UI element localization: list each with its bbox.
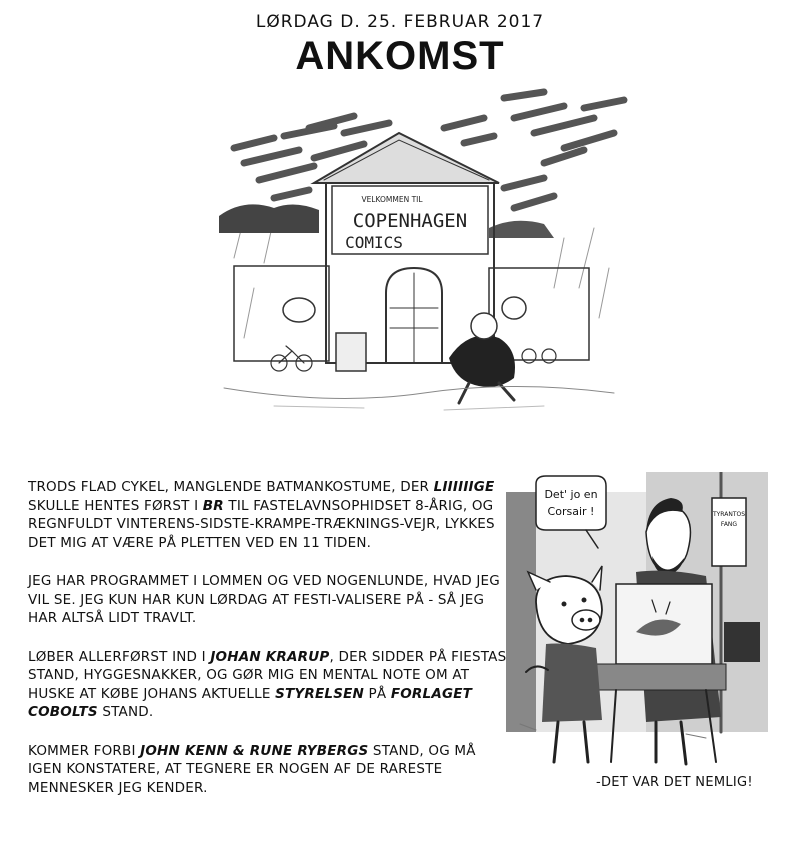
emphasized-text: BR [202,497,224,514]
speech-bubble-line1: Det' jo en [544,488,598,501]
paragraph [28,572,508,628]
text-segment: SKULLE HENTES FØRST I [28,497,203,514]
paragraph [28,742,508,798]
poster-text-2: FANG [720,521,738,528]
text-segment: TRODS FLAD CYKEL, MANGLENDE BATMANKOSTUME, DER [28,479,434,495]
text-segment: , DER SIDDER PÅ FIESTAS STAND, HYGGESNAKKER, OG GØR MIG EN MENTAL NOTE OM AT HUSKE AT KØBE JOHANS AKTUELLE [28,648,507,702]
sign-line1-text: COPENHAGEN [352,210,468,232]
text-segment: STAND, OG MÅ IGEN KONSTATERE, AT TEGNERE ER NOGEN AF DE RARESTE MENNESKER JEG KENDER. [28,742,476,796]
sign-line2-text: COMICS [345,233,403,252]
text-segment: STAND. [97,704,154,720]
page-title: ANKOMST [295,34,505,78]
text-segment: TIL FASTELAVNSOPHIDSET 8-ÅRIG, OG REGNFULDT VINTERENS-SIDSTE-KRAMPE-TRÆKNINGS-VEJR, LYKKES DET MIG AT VÆRE PÅ PLETTEN VED EN 11 TIDEN. [28,497,495,551]
speech-bubble-line2: Corsair ! [547,505,595,518]
paragraph [28,648,508,722]
date-line: LØRDAG D. 25. FEBRUAR 2017 [255,12,545,32]
text-segment: PÅ [364,685,391,702]
paragraph [28,478,508,552]
text-segment: JEG HAR PROGRAMMET I LOMMEN OG VED NOGENLUNDE, HVAD JEG VIL SE. JEG KUN HAR KUN LØRDAG AT FESTI-VALISERE PÅ - SÅ JEG HAR ALTSÅ LIDT TRAVLT. [28,573,500,626]
text-segment: KOMMER FORBI [28,742,141,759]
illustration-caption: -DET VAR DET NEMLIG! [596,775,753,790]
emphasized-text: LIIIIIIGE [433,479,495,495]
building-illustration [214,88,634,423]
sign-small-text: VELKOMMEN TIL [361,195,423,204]
emphasized-text: JOHAN KRARUP [210,648,330,665]
emphasized-text: FORLAGET COBOLTS [28,685,473,720]
poster-text-1: TYRANTOS [712,511,746,518]
emphasized-text: JOHN KENN & RUNE RYBERGS [140,742,369,759]
body-text [28,478,508,817]
text-segment: LØBER ALLERFØRST IND I [28,648,211,665]
emphasized-text: STYRELSEN [275,685,365,702]
booth-illustration [506,472,768,770]
